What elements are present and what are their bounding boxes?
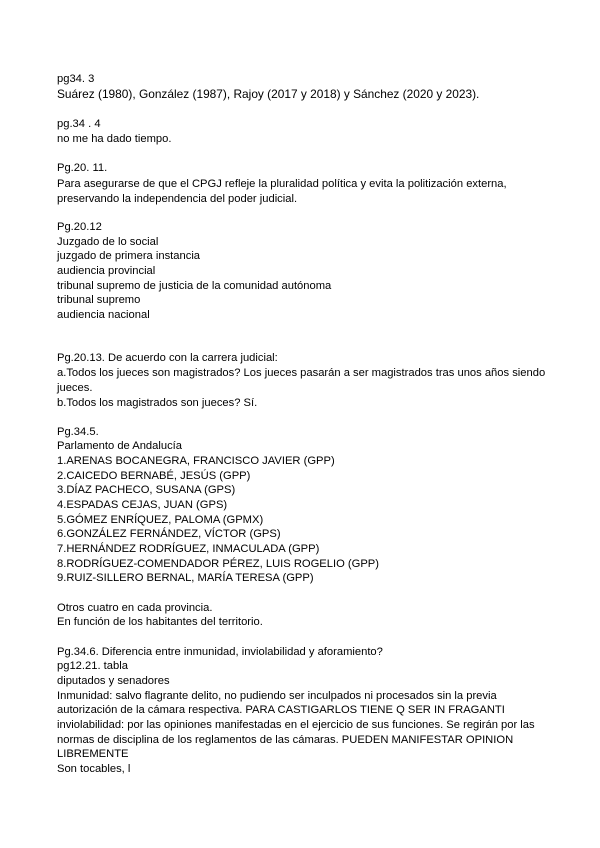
text-line: Pg.20.12 [57, 221, 102, 233]
text-line: Para asegurarse de que el CPGJ refleje la pluralidad política y evita la politización externa, [57, 178, 507, 190]
text-line: tribunal supremo de justicia de la comunidad autónoma [57, 280, 332, 292]
text-line: 7.HERNÁNDEZ RODRÍGUEZ, INMACULADA (GPP) [57, 543, 320, 555]
text-line: tribunal supremo [57, 294, 141, 306]
text-line: pg34. 3 [57, 73, 95, 85]
text-line: LIBREMENTE [57, 748, 129, 760]
text-line: 8.RODRÍGUEZ-COMENDADOR PÉREZ, LUIS ROGELIO (GPP) [57, 558, 379, 570]
text-line: preservando la independencia del poder judicial. [57, 193, 298, 205]
text-line: Parlamento de Andalucía [57, 440, 183, 452]
text-line: Suárez (1980), González (1987), Rajoy (2017 y 2018) y Sánchez (2020 y 2023). [57, 87, 480, 101]
text-line: 2.CAICEDO BERNABÉ, JESÚS (GPP) [57, 470, 251, 482]
text-line: 6.GONZÁLEZ FERNÁNDEZ, VÍCTOR (GPS) [57, 528, 281, 540]
text-line: b.Todos los magistrados son jueces? Sí. [57, 397, 258, 409]
text-line: Pg.34.5. [57, 426, 99, 438]
text-line: diputados y senadores [57, 675, 170, 687]
text-line: jueces. [57, 382, 93, 394]
text-line: 9.RUIZ-SILLERO BERNAL, MARÍA TERESA (GPP) [57, 572, 314, 584]
text-line: Pg.20.13. De acuerdo con la carrera judicial: [57, 352, 278, 364]
text-line: Otros cuatro en cada provincia. [57, 602, 213, 614]
text-line: Pg.34.6. Diferencia entre inmunidad, inviolabilidad y aforamiento? [57, 646, 383, 658]
text-line: Juzgado de lo social [57, 236, 159, 248]
text-line: En función de los habitantes del territorio. [57, 616, 263, 628]
text-line: 3.DÍAZ PACHECO, SUSANA (GPS) [57, 484, 236, 496]
text-line: 5.GÓMEZ ENRÍQUEZ, PALOMA (GPMX) [57, 514, 264, 526]
text-line: 1.ARENAS BOCANEGRA, FRANCISCO JAVIER (GPP) [57, 455, 335, 467]
text-line: Son tocables, l [57, 763, 131, 775]
text-line: Pg.20. 11. [57, 162, 108, 174]
text-line: pg12.21. tabla [57, 660, 128, 672]
text-line: inviolabilidad: por las opiniones manifestadas en el ejercicio de sus funciones. Se regirán por las [57, 719, 535, 731]
text-line: audiencia nacional [57, 309, 150, 321]
text-line: 4.ESPADAS CEJAS, JUAN (GPS) [57, 499, 228, 511]
text-line: Inmunidad: salvo flagrante delito, no pudiendo ser inculpados ni procesados sin la previa [57, 690, 497, 702]
text-line: no me ha dado tiempo. [57, 133, 172, 145]
text-line: audiencia provincial [57, 265, 156, 277]
text-line: normas de disciplina de los reglamentos de las cámaras. PUEDEN MANIFESTAR OPINION [57, 734, 514, 746]
text-line: juzgado de primera instancia [57, 250, 201, 262]
text-line: autorización de la cámara respectiva. PARA CASTIGARLOS TIENE Q SER IN FRAGANTI [57, 704, 505, 716]
text-line: pg.34 . 4 [57, 118, 101, 130]
text-line: a.Todos los jueces son magistrados? Los jueces pasarán a ser magistrados tras unos años siendo [57, 367, 546, 379]
